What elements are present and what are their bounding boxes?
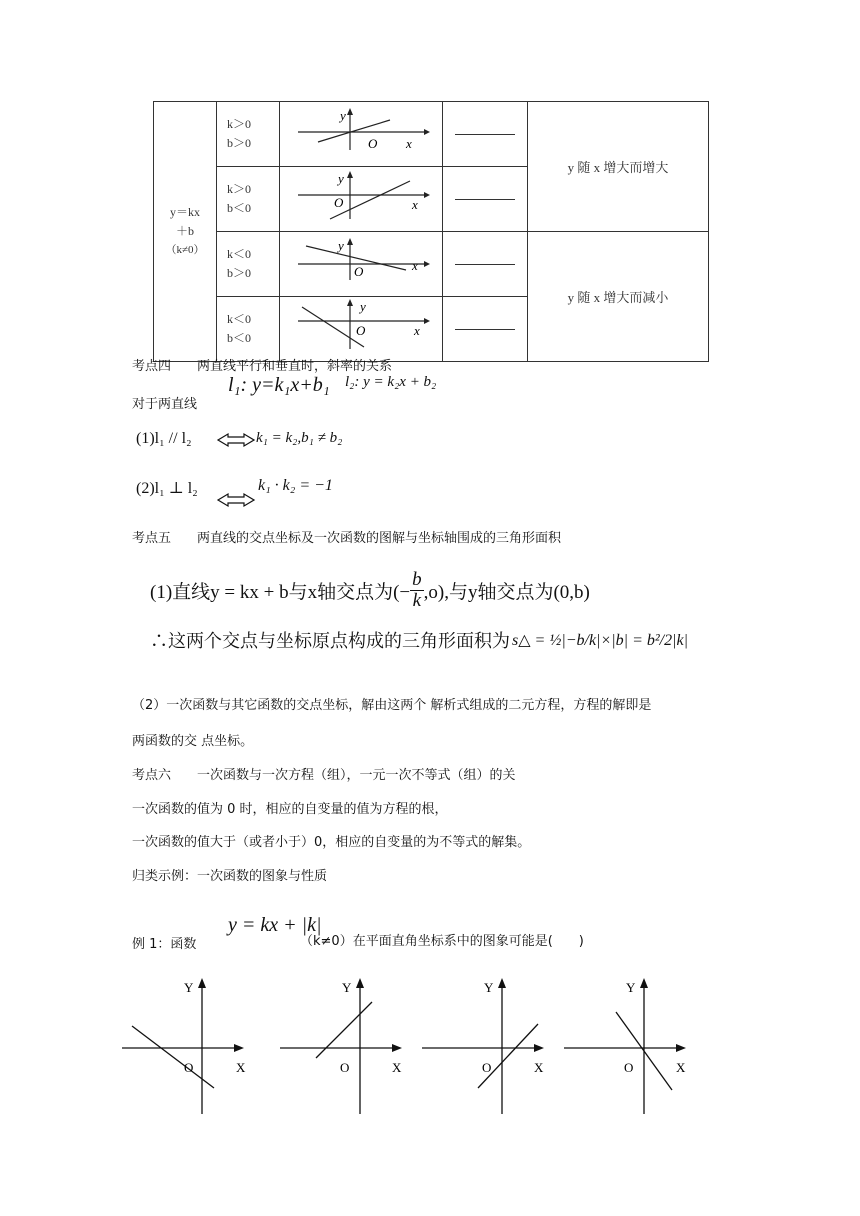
graph-kpos-bpos <box>280 102 442 162</box>
blank-cell <box>443 167 528 232</box>
prop-increasing: y 随 x 增大而增大 <box>567 159 669 175</box>
svg-text:O: O <box>340 1060 350 1075</box>
svg-text:O: O <box>184 1060 194 1075</box>
svg-text:O: O <box>334 195 344 210</box>
function-cell <box>154 102 217 362</box>
sec6-line2: 一次函数的值大于（或者小于）0，相应的自变量的为不等式的解集。 <box>132 835 531 850</box>
svg-text:y: y <box>340 108 346 123</box>
frac-denominator: k <box>412 589 422 611</box>
func-label-2: ＋b <box>175 224 194 238</box>
triangle-area-formula: s△ = ½|−b/k|×|b| = b²/2|k| <box>512 632 688 649</box>
fraction-b-over-k <box>410 570 424 611</box>
cond-k: k＜0 <box>227 312 252 326</box>
graph-kneg-bneg <box>280 297 442 357</box>
blank-cell <box>443 232 528 297</box>
svg-text:Y: Y <box>484 980 494 995</box>
prop-cell-dec <box>528 232 709 362</box>
intercepts-line <box>150 566 590 614</box>
double-arrow-icon <box>216 492 256 508</box>
example1-prefix: 例 1：函数 <box>132 937 197 952</box>
intercepts-text-pre: (1)直线y = kx + b与x轴交点为(− <box>150 581 411 603</box>
svg-text:O: O <box>354 264 364 279</box>
graph-cell <box>280 102 443 167</box>
cond-cell <box>217 102 280 167</box>
sec5-para2-line1: （2）一次函数与其它函数的交点坐标，解由这两个 解析式组成的二元方程，方程的解即是 <box>132 698 652 713</box>
parallel-condition: (1)l₁ // l₂ <box>136 430 192 447</box>
sec6-line1: 一次函数的值为 0 时，相应的自变量的值为方程的根， <box>132 802 448 817</box>
linear-function-table <box>153 101 709 362</box>
intercepts-text-post: ,o),与y轴交点为(0,b) <box>423 581 590 603</box>
cond-b: b＞0 <box>227 266 252 280</box>
cond-b: b＜0 <box>227 331 252 345</box>
svg-text:O: O <box>356 323 366 338</box>
for-two-lines: 对于两直线 <box>132 397 198 412</box>
svg-text:x: x <box>414 323 420 338</box>
triangle-area-line <box>150 620 688 660</box>
svg-text:Y: Y <box>184 980 194 995</box>
cond-k: k＞0 <box>227 117 252 131</box>
cond-cell <box>217 297 280 362</box>
cond-b: b＜0 <box>227 201 252 215</box>
perpendicular-condition: (2)l₁ ⊥ l₂ <box>136 480 198 497</box>
svg-text:x: x <box>412 197 418 212</box>
sec6-title: 考点六 一次函数与一次方程（组），一元一次不等式（组）的关 <box>132 768 516 783</box>
svg-text:y: y <box>338 238 344 253</box>
graph-cell <box>280 232 443 297</box>
blank-cell <box>443 102 528 167</box>
l1-equation: l₁: y=k₁x+b₁ <box>228 374 330 396</box>
double-arrow-icon <box>216 432 256 448</box>
cond-k: k＜0 <box>227 247 252 261</box>
svg-text:X: X <box>392 1060 402 1075</box>
svg-text:y: y <box>338 171 344 186</box>
sec5-para2-line2: 两函数的交 点坐标。 <box>132 734 254 749</box>
sec4-title: 考点四 两直线平行和垂直时，斜率的关系 <box>132 359 393 374</box>
func-label-3: （k≠0） <box>165 244 205 256</box>
cond-cell <box>217 232 280 297</box>
func-label-1: y＝kx <box>169 205 200 219</box>
graph-kpos-bneg <box>280 167 442 227</box>
svg-text:Y: Y <box>342 980 352 995</box>
svg-text:O: O <box>624 1060 634 1075</box>
graph-cell <box>280 167 443 232</box>
svg-text:Y: Y <box>626 980 636 995</box>
svg-text:O: O <box>368 136 378 151</box>
l2-equation: l₂: y = k₂x + b₂ <box>345 374 437 390</box>
option-graph-d <box>560 976 690 1118</box>
prop-decreasing: y 随 x 增大而减小 <box>567 289 669 305</box>
svg-text:x: x <box>406 136 412 151</box>
svg-text:X: X <box>676 1060 686 1075</box>
svg-text:x: x <box>412 258 418 273</box>
frac-numerator: b <box>412 568 422 590</box>
example1-formula: y = kx + |k| <box>228 914 322 936</box>
cond-b: b＞0 <box>227 136 252 150</box>
cond-cell <box>217 167 280 232</box>
option-graph-c <box>418 976 548 1118</box>
parallel-result: k₁ = k₂,b₁ ≠ b₂ <box>256 430 343 446</box>
example1-question: （k≠0）在平面直角坐标系中的图象可能是( ) <box>300 934 584 949</box>
sec5-title: 考点五 两直线的交点坐标及一次函数的图解与坐标轴围成的三角形面积 <box>132 531 562 546</box>
option-graph-a <box>118 976 248 1118</box>
graph-kneg-bpos <box>280 232 442 292</box>
triangle-area-text: ∴这两个交点与坐标原点构成的三角形面积为 <box>150 631 510 651</box>
option-graph-b <box>276 976 406 1118</box>
svg-text:X: X <box>236 1060 246 1075</box>
cond-k: k＞0 <box>227 182 252 196</box>
svg-text:X: X <box>534 1060 544 1075</box>
svg-text:O: O <box>482 1060 492 1075</box>
prop-cell-inc <box>528 102 709 232</box>
examples-heading: 归类示例：一次函数的图象与性质 <box>132 869 328 884</box>
graph-cell <box>280 297 443 362</box>
perpendicular-result: k₁ · k₂ = −1 <box>258 477 333 494</box>
svg-text:y: y <box>360 299 366 314</box>
blank-cell <box>443 297 528 362</box>
